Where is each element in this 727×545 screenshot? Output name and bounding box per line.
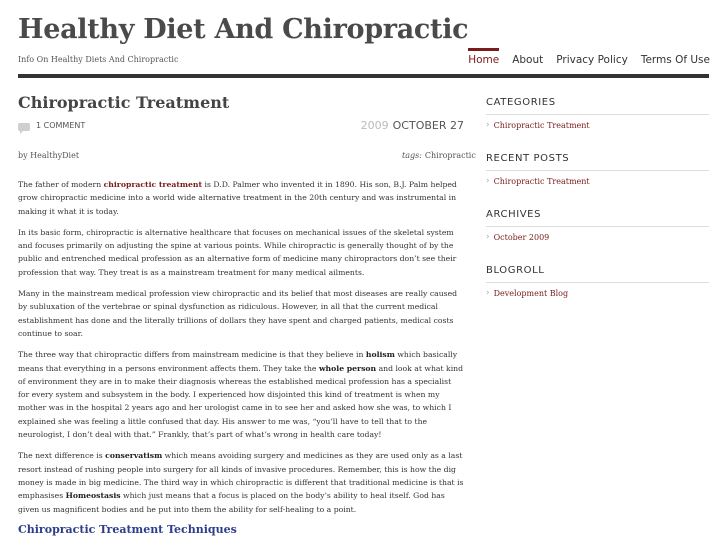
chevron-right-icon: ›	[486, 232, 490, 242]
recent-post-link[interactable]: Chiropractic Treatment	[493, 176, 590, 186]
comment-bubble-icon	[18, 123, 30, 131]
sidebar-heading: ARCHIVES	[486, 209, 709, 227]
chevron-right-icon: ›	[486, 288, 490, 298]
post-meta	[18, 118, 464, 136]
blogroll-link[interactable]: Development Blog	[493, 288, 569, 298]
paragraph: The next difference is conservatism which means avoiding surgery and medicines as they are used only as a last resort instead of rushing people into surgery for all kinds of invasive procedures. Remember, this is how the dig money is made in big medicine. The third way in which chiropractic is different that traditional medicine is that is emphasises Homeostasis which just means that a focus is placed on the body’s ability to heal itself. God has given us magnificent bodies and he put into them the ability for self-healing to a point.	[18, 451, 464, 514]
nav-terms-of-use[interactable]: Terms Of Use	[640, 54, 710, 66]
bold-term: Homeostasis	[65, 491, 121, 501]
sidebar	[486, 97, 709, 321]
bold-term: conservatism	[105, 451, 163, 461]
list-item	[486, 232, 709, 242]
post-author: by HealthyDiet	[18, 151, 80, 160]
paragraph: The three way that chiropractic differs from mainstream medicine is that they believe in holism which basically means that everything in a persons environment affects them. They take the whole person and look at what kind of environment they are in to make their diagnosis whereas the established medical profession has a specialist for every system and subsystem in the body. I experienced how disjointed this kind of treatment is when my mother was in the hospital 2 years ago and her urologist came in to see her and asked how she was, to which I explained she was feeling a little confused that day. His answer to me was, “you’ll have to tell that to the neurologist, I don’t deal with that.” Frankly, that’s part of what’s wrong in health care today!	[18, 350, 464, 440]
chevron-right-icon: ›	[486, 176, 490, 186]
post-date	[361, 119, 464, 132]
sidebar-heading: CATEGORIES	[486, 97, 709, 115]
bold-term: whole person	[318, 363, 377, 373]
bold-term: holism	[365, 350, 395, 360]
site-title[interactable]: Healthy Diet And Chiropractic	[18, 14, 469, 45]
nav-privacy-policy[interactable]: Privacy Policy	[556, 54, 628, 66]
sidebar-archives	[486, 209, 709, 242]
section-subheading: Chiropractic Treatment Techniques	[18, 523, 237, 536]
sidebar-heading: BLOGROLL	[486, 265, 709, 283]
comments-link[interactable]: 1 COMMENT	[36, 121, 86, 130]
sidebar-heading: RECENT POSTS	[486, 153, 709, 171]
post-title[interactable]: Chiropractic Treatment	[18, 93, 230, 112]
post-month-day: OCTOBER 27	[392, 119, 464, 132]
nav-about[interactable]: About	[512, 54, 544, 66]
chiropractic-treatment-link[interactable]: chiropractic treatment	[103, 180, 203, 189]
post-tags	[402, 151, 476, 160]
sidebar-categories	[486, 97, 709, 130]
header-divider	[18, 74, 709, 78]
post-year: 2009	[360, 119, 389, 132]
archive-link[interactable]: October 2009	[493, 232, 550, 242]
sidebar-blogroll	[486, 265, 709, 298]
paragraph: The father of modern chiropractic treatment is D.D. Palmer who invented it in 1890. His son, B.J. Palm helped grow chiropractic medicine into a world wide alternative treatment in the 20th century and was instrumental in making it what it is today.	[18, 180, 457, 216]
list-item	[486, 120, 709, 130]
nav-home[interactable]: Home	[468, 48, 499, 66]
paragraph: Many in the mainstream medical profession view chiropractic and its belief that most diseases are really caused by subluxation of the vertebrae or spinal dysfunction as ridiculous. However, in all that the current medical establishment has done and the literally trillions of dollars they have spent and charged patients, medical costs continue to soar.	[18, 289, 458, 338]
sidebar-recent-posts	[486, 153, 709, 186]
main-nav	[468, 48, 710, 66]
post-content	[18, 178, 464, 524]
list-item	[486, 176, 709, 186]
tags-label: tags:	[402, 151, 422, 160]
tag-link[interactable]: Chiropractic	[424, 151, 476, 160]
paragraph: In its basic form, chiropractic is alternative healthcare that focuses on mechanical issues of the skeletal system and focuses primarily on adjusting the spine at various points. While chiropractic is generally thought of by the public and entrenched medical profession as an alternative form of medicine many chiropractors don’t see their profession that way. They treat is as a mainstream treatment for many medical ailments.	[18, 227, 457, 277]
site-description: Info On Healthy Diets And Chiropractic	[18, 55, 179, 64]
category-link[interactable]: Chiropractic Treatment	[493, 120, 590, 130]
chevron-right-icon: ›	[486, 120, 490, 130]
list-item	[486, 288, 709, 298]
